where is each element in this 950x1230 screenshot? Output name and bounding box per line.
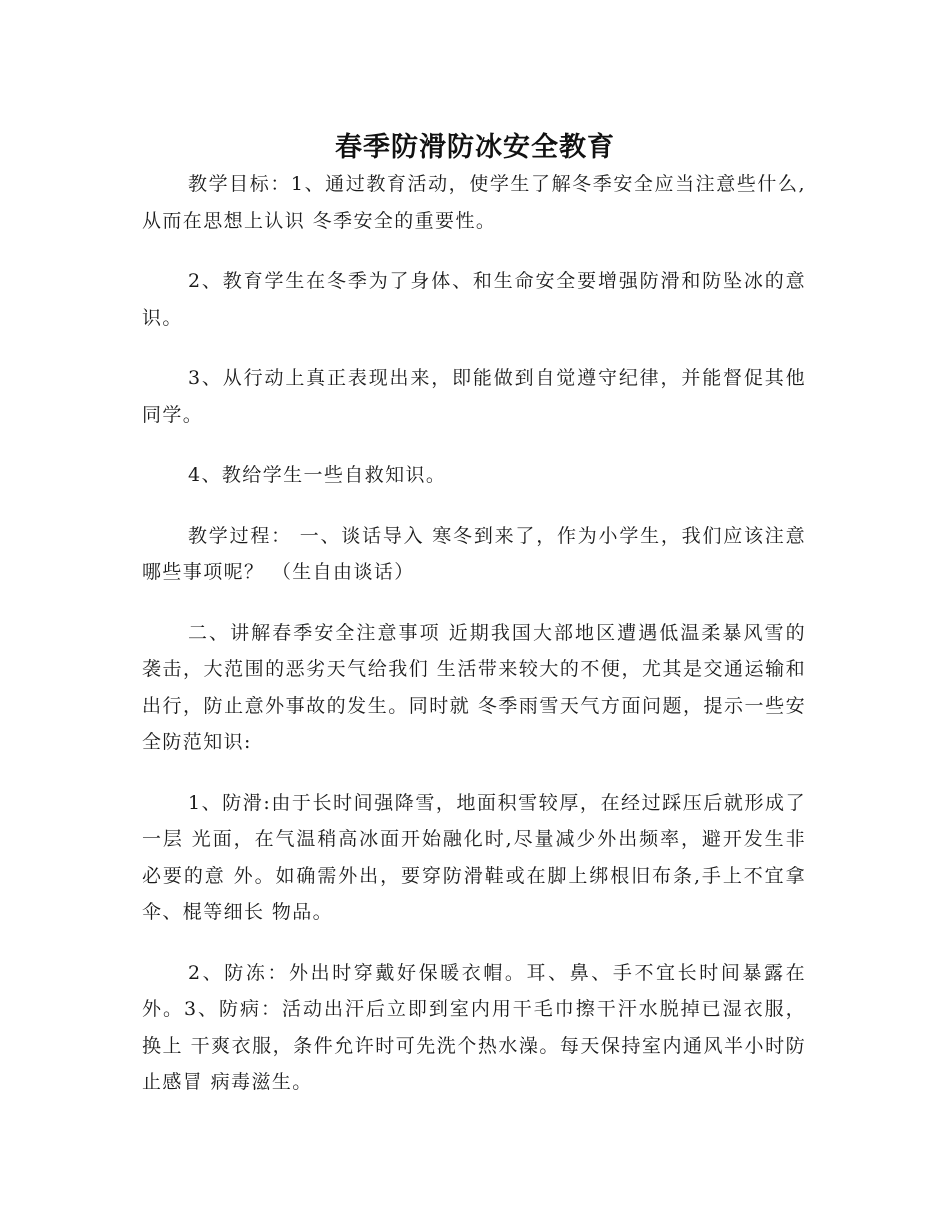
paragraph-objective-2: 2、教育学生在冬季为了身体、和生命安全要增强防滑和防坠冰的意识。 xyxy=(142,270,806,329)
document-body xyxy=(142,166,806,1125)
paragraph-objective-4: 4、教给学生一些自救知识。 xyxy=(188,464,447,486)
paragraph-objective-3: 3、从行动上真正表现出来，即能做到自觉遵守纪律，并能督促其他同学。 xyxy=(142,367,806,426)
paragraph-process-intro: 教学过程： 一、谈话导入 寒冬到来了，作为小学生，我们应该注意哪些事项呢？ （生自由谈话） xyxy=(142,524,806,583)
paragraph-anti-freeze-disease: 2、防冻：外出时穿戴好保暖衣帽。耳、鼻、手不宜长时间暴露在外。3、防病：活动出汗后立即到室内用干毛巾擦干汗水脱掉已湿衣服，换上 干爽衣服，条件允许时可先洗个热水澡。每天保持室内通风半小时防止感冒 病毒滋生。 xyxy=(142,961,806,1093)
document-title: 春季防滑防冰安全教育 xyxy=(335,132,615,164)
paragraph-objective-1: 教学目标：1、通过教育活动，使学生了解冬季安全应当注意些什么,从而在思想上认识 冬季安全的重要性。 xyxy=(142,173,806,232)
paragraph-safety-notes: 二、讲解春季安全注意事项 近期我国大部地区遭遇低温柔暴风雪的袭击，大范围的恶劣天气给我们 生活带来较大的不便，尤其是交通运输和出行，防止意外事故的发生。同时就 冬季雨雪天气方面问题，提示一些安全防范知识: xyxy=(142,621,806,753)
paragraph-anti-slip: 1、防滑:由于长时间强降雪，地面积雪较厚，在经过踩压后就形成了一层 光面，在气温稍高冰面开始融化时,尽量减少外出频率，避开发生非必要的意 外。如确需外出，要穿防滑鞋或在脚上绑根旧布条,手上不宜拿伞、棍等细长 物品。 xyxy=(142,791,806,923)
